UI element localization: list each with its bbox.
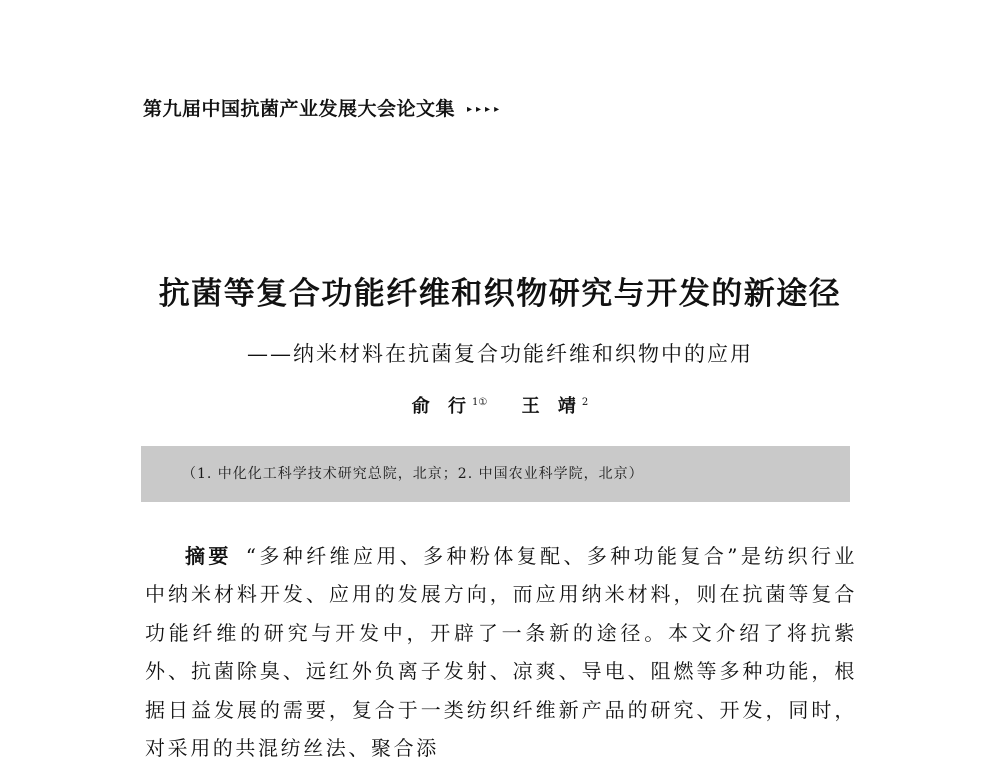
abstract-label: 摘要	[185, 544, 232, 568]
proceedings-header	[143, 94, 503, 121]
affiliation-band	[141, 446, 850, 502]
author-name: 俞 行	[411, 396, 472, 417]
paper-title: 抗菌等复合功能纤维和织物研究与开发的新途径	[158, 276, 842, 312]
abstract-paragraph	[145, 537, 857, 767]
affiliation-text: （1. 中化化工科学技术研究总院，北京；2. 中国农业科学院，北京）	[182, 466, 644, 482]
header-arrows-icon: ▸▸▸▸	[467, 104, 504, 115]
author-name: 王 靖	[521, 396, 582, 417]
abstract-text: “多种纤维应用、多种粉体复配、多种功能复合”是纺织行业中纳米材料开发、应用的发展方向，而应用纳米材料，则在抗菌等复合功能纤维的研究与开发中，开辟了一条新的途径。本文介绍了将抗紫外、抗菌除臭、远红外负离子发射、凉爽、导电、阻燃等多种功能，根据日益发展的需要，复合于一类纺织纤维新产品的研究、开发，同时，对采用的共混纺丝法、聚合添	[145, 544, 858, 761]
author-1	[412, 396, 488, 417]
author-2	[522, 396, 589, 417]
author-affiliation-mark: 2	[581, 397, 589, 408]
proceedings-title: 第九届中国抗菌产业发展大会论文集	[143, 98, 456, 120]
author-affiliation-mark: 1①	[472, 397, 488, 408]
paper-subtitle: ——纳米材料在抗菌复合功能纤维和织物中的应用	[247, 342, 753, 366]
author-line	[0, 392, 1000, 418]
